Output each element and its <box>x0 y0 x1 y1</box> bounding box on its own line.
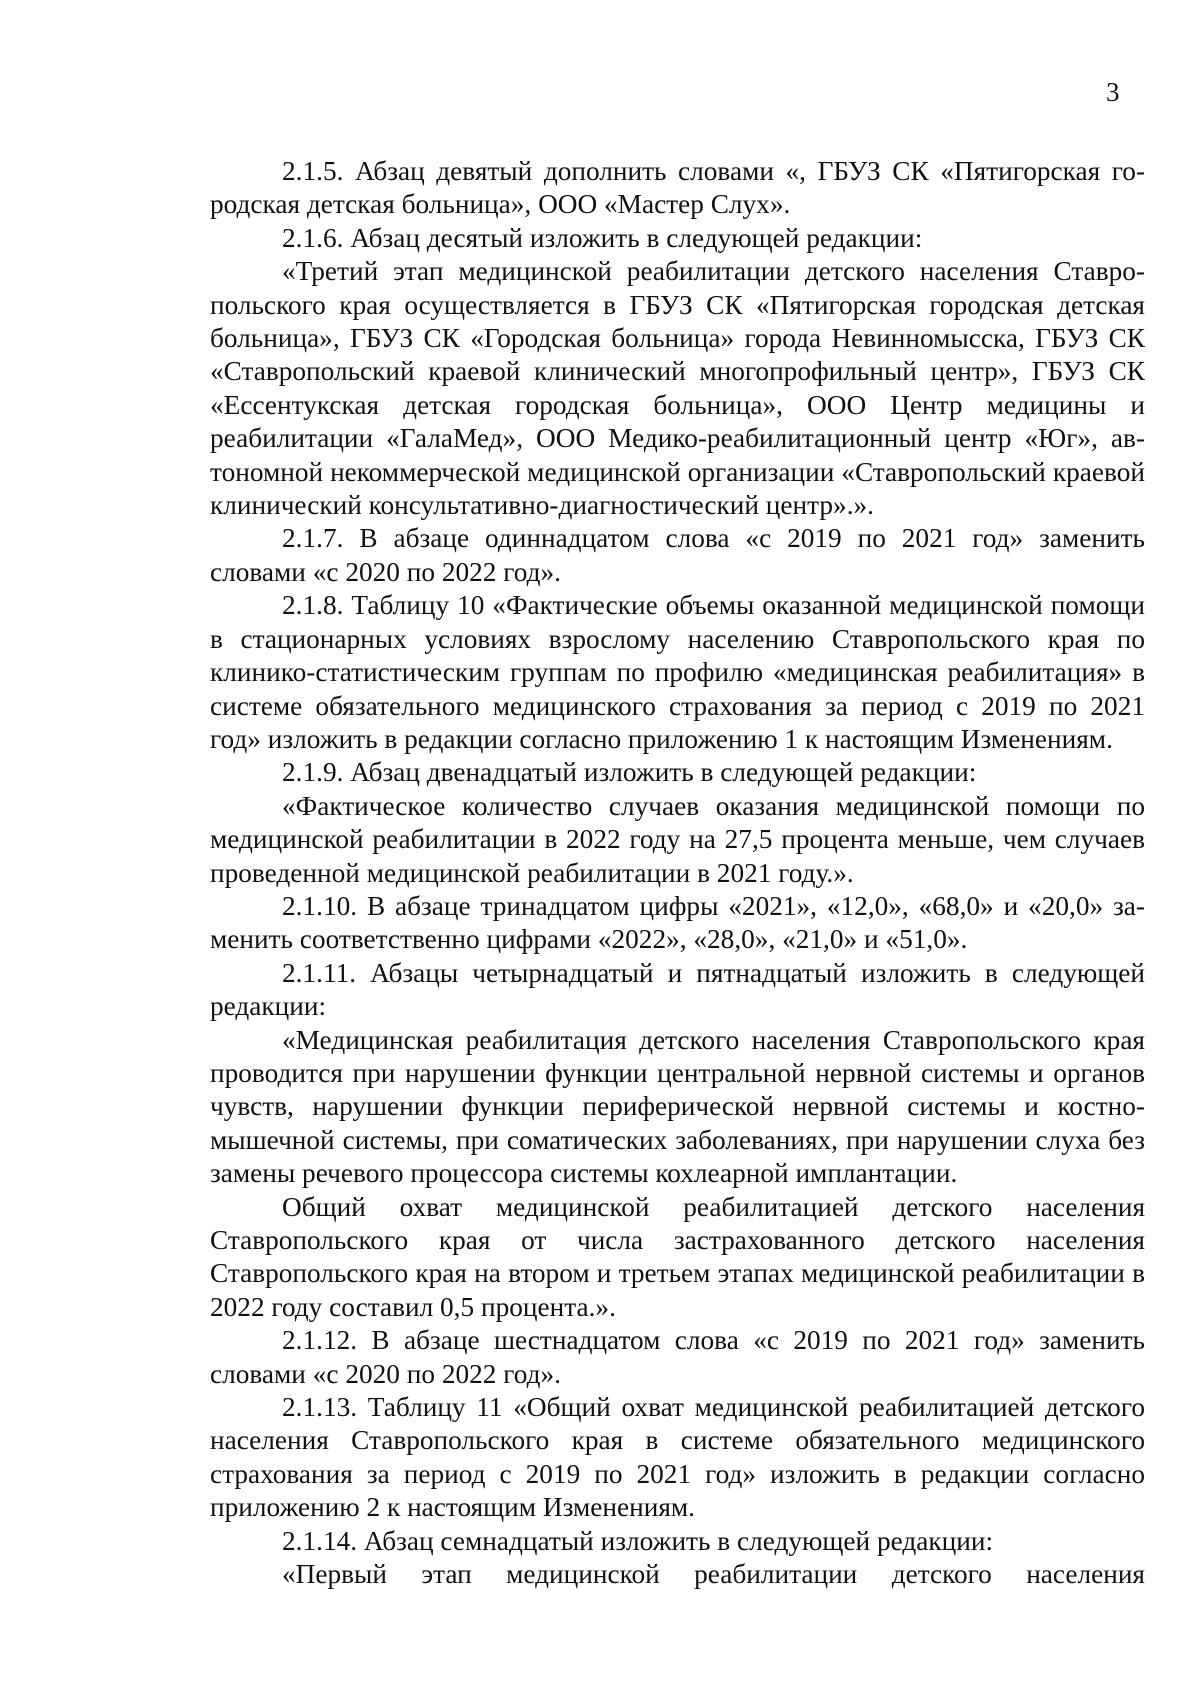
paragraph-2-1-7: 2.1.7. В абзаце одиннадцатом слова «с 2019 по 2021 год» заменить словами «с 2020 по 2022 год». <box>210 523 1145 587</box>
paragraph-general-coverage: Общий охват медицинской реабилитацией детского населения Ставропольского края от числа застрахованного детского населения Ставропольского края на втором и третьем этапах медицинской реабилитации в 2022 году составил 0,5 процента.». <box>210 1191 1145 1322</box>
quoted-paragraph-child-rehabilitation: «Медицинская реабилитация детского населения Ставропольского края проводится при нарушении функции центральной нервной системы и органов чувств, нарушении функции периферической нервной системы и костно-мышечной системы, при соматических заболеваниях, при нарушении слуха без замены речевого процессора системы кохлеарной имплантации. <box>210 1024 1145 1189</box>
quoted-paragraph-actual-cases: «Фактическое количество случаев оказания медицинской помощи по медицинской реабилитации в 2022 году на 27,5 процента меньше, чем случаев проведенной медицинской реабилитации в 2021 году.». <box>210 790 1145 888</box>
paragraph-2-1-6: 2.1.6. Абзац десятый изложить в следующей редакции: <box>282 222 923 253</box>
quoted-paragraph-first-stage: «Первый этап медицинской реабилитации детского населения <box>282 1559 1145 1590</box>
paragraph-2-1-5: 2.1.5. Абзац девятый дополнить словами «, ГБУЗ СК «Пятигорская городская детская больница», ООО «Мастер Слух». <box>210 156 1145 220</box>
quoted-paragraph-third-stage: «Третий этап медицинской реабилитации детского населения Ставропольского края осуществляется в ГБУЗ СК «Пятигорская городская детская больница», ГБУЗ СК «Городская больница» города Невинномысска, ГБУЗ СК «Ставропольский краевой клинический многопрофильный центр», ГБУЗ СК «Ессентукская детская городская больница», ООО Центр медицины и реабилитации «ГалаМед», ООО Медико-реабилитационный центр «Юг», автономной некоммерческой медицинской организации «Ставропольский краевой клинический консультативно-диагностический центр».». <box>210 256 1145 521</box>
page-number: 3 <box>1106 77 1120 107</box>
paragraph-2-1-8: 2.1.8. Таблицу 10 «Фактические объемы оказанной медицинской помощи в стационарных условиях взрослому населению Ставропольского края по клинико-статистическим группам по профилю «медицинская реабилитация» в системе обязательного медицинского страхования за период с 2019 по 2021 год» изложить в редакции согласно приложению 1 к настоящим Изменениям. <box>210 590 1145 754</box>
document-body <box>210 155 1145 1591</box>
paragraph-2-1-13: 2.1.13. Таблицу 11 «Общий охват медицинской реабилитацией детского населения Ставропольского края в системе обязательного медицинского страхования за период с 2019 по 2021 год» изложить в редакции согласно приложению 2 к настоящим Изменениям. <box>210 1392 1145 1523</box>
paragraph-2-1-12: 2.1.12. В абзаце шестнадцатом слова «с 2019 по 2021 год» заменить словами «с 2020 по 2022 год». <box>210 1325 1145 1389</box>
paragraph-2-1-11: 2.1.11. Абзацы четырнадцатый и пятнадцатый изложить в следующей редакции: <box>210 957 1145 1022</box>
paragraph-2-1-9: 2.1.9. Абзац двенадцатый изложить в следующей редакции: <box>282 757 977 788</box>
paragraph-2-1-14: 2.1.14. Абзац семнадцатый изложить в следующей редакции: <box>282 1525 994 1556</box>
paragraph-2-1-10: 2.1.10. В абзаце тринадцатом цифры «2021», «12,0», «68,0» и «20,0» заменить соответственно цифрами «2022», «28,0», «21,0» и «51,0». <box>210 890 1145 955</box>
